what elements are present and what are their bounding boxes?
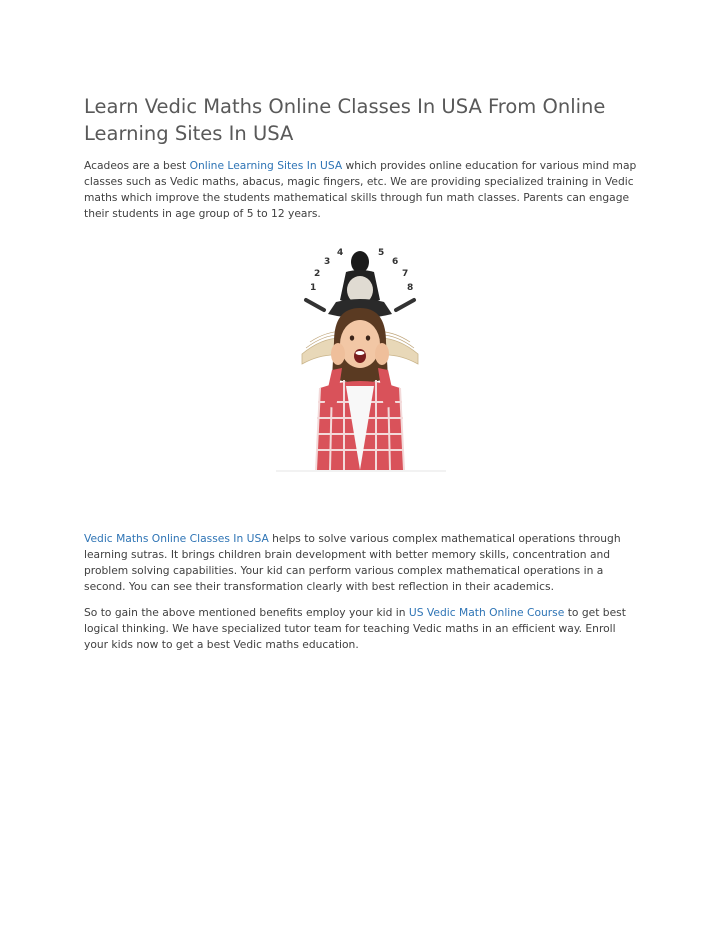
number-1-label: 1 bbox=[310, 283, 317, 293]
vedic-maths-girl-illustration bbox=[276, 238, 446, 472]
number-5-label: 5 bbox=[378, 248, 385, 258]
intro-paragraph bbox=[84, 158, 640, 222]
vedic-maths-text: helps to solve various complex mathematical operations through learning sutras. It brings children brain development with better memory skills, concentration and problem solving capabilities. Your kid can perform various complex mathematical operations in a second. You can see their transformation clearly with best reflection in their academics. bbox=[84, 532, 621, 593]
page-title: Learn Vedic Maths Online Classes In USA From Online Learning Sites In USA bbox=[84, 95, 606, 145]
vedic-maths-paragraph bbox=[84, 531, 640, 595]
us-vedic-math-course-link[interactable]: US Vedic Math Online Course bbox=[408, 606, 565, 619]
online-learning-sites-link[interactable]: Online Learning Sites In USA bbox=[189, 159, 343, 172]
intro-text-before: Acadeos are a best bbox=[84, 159, 190, 172]
enroll-text-after: to get best logical thinking. We have specialized tutor team for teaching Vedic maths in an efficient way. Enroll your kids now to get a best Vedic maths education. bbox=[84, 606, 626, 651]
number-2-label: 2 bbox=[314, 269, 321, 279]
number-4-label: 4 bbox=[337, 248, 344, 258]
plaid-shirt bbox=[316, 368, 404, 470]
number-3-label: 3 bbox=[324, 257, 331, 267]
intro-text-after: which provides online education for various mind map classes such as Vedic maths, abacus, magic fingers, etc. We are providing specialized training in Vedic maths which improve the students mathematical skills through fun math classes. Parents can engage their students in age group of 5 to 12 years. bbox=[84, 159, 637, 220]
number-6-label: 6 bbox=[392, 257, 399, 267]
vedic-maths-classes-link[interactable]: Vedic Maths Online Classes In USA bbox=[84, 532, 269, 545]
number-7-label: 7 bbox=[402, 269, 409, 279]
enroll-text-before: So to gain the above mentioned benefits employ your kid in bbox=[84, 606, 409, 619]
number-8-label: 8 bbox=[407, 283, 414, 293]
enroll-paragraph bbox=[84, 605, 640, 653]
